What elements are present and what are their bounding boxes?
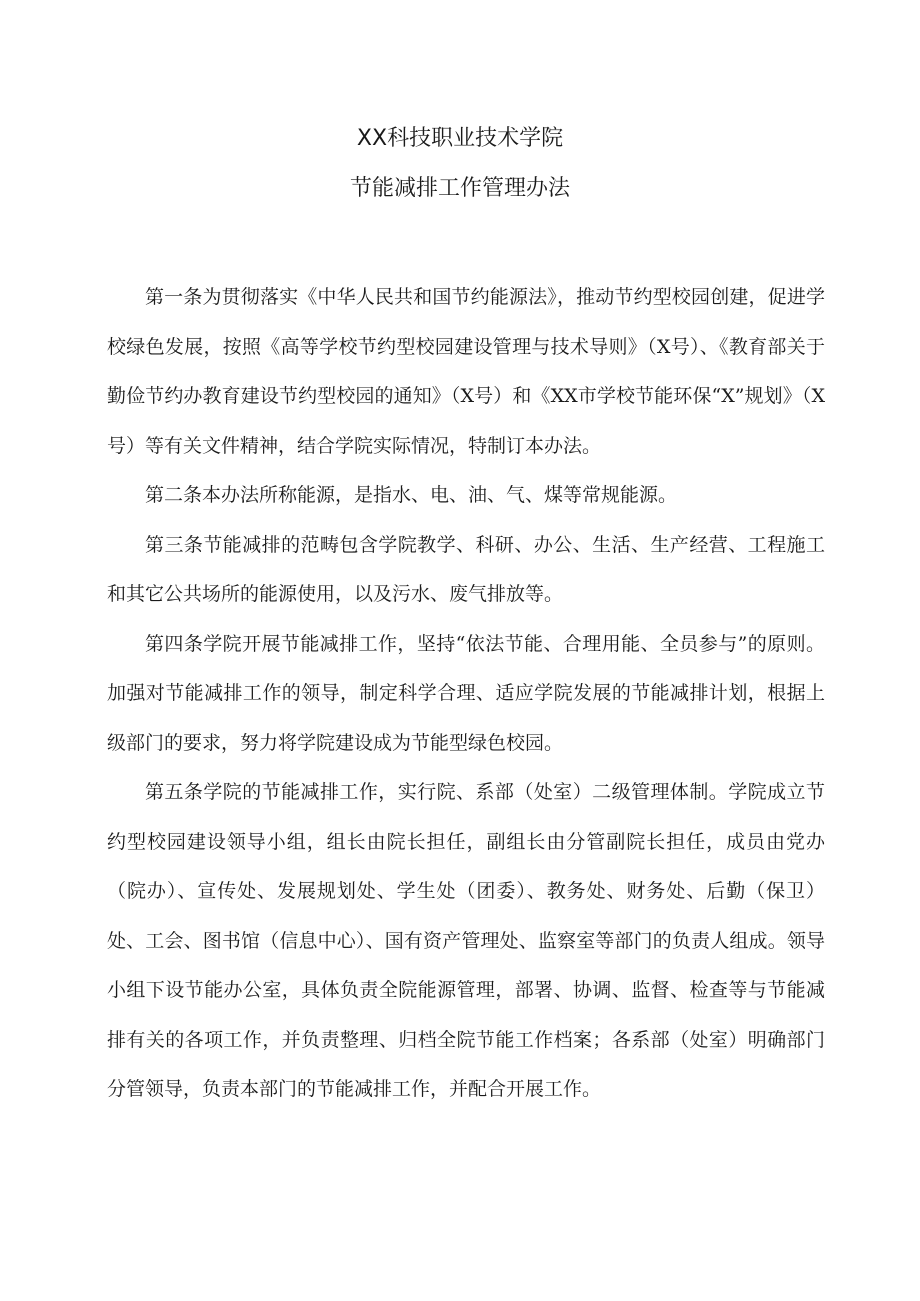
title-line-institution: XX科技职业技术学院 [356, 126, 564, 151]
article-4-paragraph: 第四条学院开展节能减排工作，坚持“依法节能、合理用能、全员参与”的原则。加强对节能减排工作的领导，制定科学合理、适应学院发展的节能减排计划，根据上级部门的要求，努力将学院建设成为节能型绿色校园。 [107, 632, 825, 754]
article-1-paragraph: 第一条为贯彻落实《中华人民共和国节约能源法》，推动节约型校园创建，促进学校绿色发展，按照《高等学校节约型校园建设管理与技术导则》（X号）、《教育部关于勤俭节约办教育建设节约型校园的通知》（X号）和《XX市学校节能环保“X”规划》（X号）等有关文件精神，结合学院实际情况，特制订本办法。 [107, 286, 825, 457]
article-3-paragraph: 第三条节能减排的范畴包含学院教学、科研、办公、生活、生产经营、工程施工和其它公共场所的能源使用，以及污水、废气排放等。 [107, 533, 825, 605]
document-body [107, 273, 825, 1115]
article-5-paragraph: 第五条学院的节能减排工作，实行院、系部（处室）二级管理体制。学院成立节约型校园建设领导小组，组长由院长担任，副组长由分管副院长担任，成员由党办（院办）、宣传处、发展规划处、学生处（团委）、教务处、财务处、后勤（保卫）处、工会、图书馆（信息中心）、国有资产管理处、监察室等部门的负责人组成。领导小组下设节能办公室，具体负责全院能源管理，部署、协调、监督、检查等与节能减排有关的各项工作，并负责整理、归档全院节能工作档案；各系部（处室）明确部门分管领导，负责本部门的节能减排工作，并配合开展工作。 [107, 781, 825, 1100]
article-2-paragraph: 第二条本办法所称能源，是指水、电、油、气、煤等常规能源。 [145, 484, 678, 506]
title-line-subject: 节能减排工作管理办法 [349, 176, 570, 201]
document-title [0, 126, 920, 202]
